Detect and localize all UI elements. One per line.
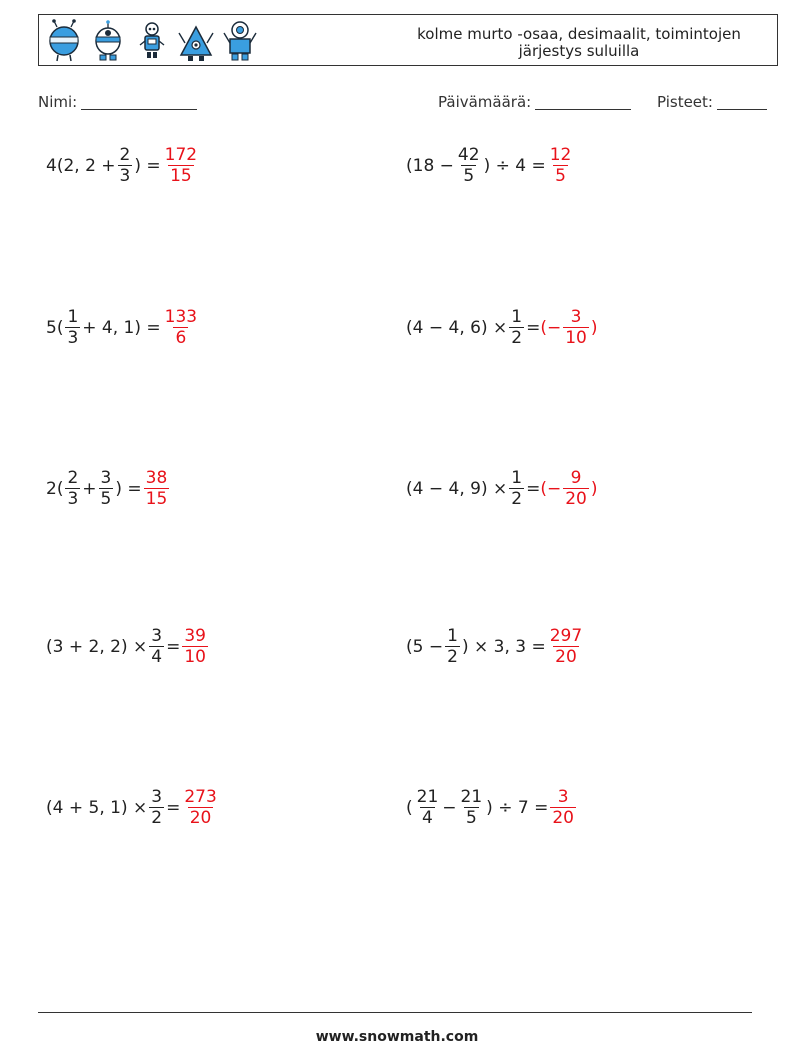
answer-fraction xyxy=(563,469,589,508)
answer-fraction xyxy=(144,469,170,508)
fraction-1-denominator: 3 xyxy=(67,328,79,348)
operator: + xyxy=(82,478,97,499)
expression-lead: (4 + 5, 1) × xyxy=(46,797,148,818)
expression-lead: (3 + 2, 2) × xyxy=(46,636,148,657)
score-line[interactable] xyxy=(717,93,767,110)
answer-fraction-numerator: 297 xyxy=(549,626,583,646)
problem-3 xyxy=(46,308,201,347)
footer-divider xyxy=(38,1012,752,1013)
problem-4 xyxy=(406,308,597,347)
robot-egg-icon xyxy=(89,19,127,63)
fraction-1-numerator: 1 xyxy=(511,468,523,488)
fraction-1-numerator: 42 xyxy=(457,145,480,165)
answer-close: ) xyxy=(590,478,598,499)
fraction-1 xyxy=(415,788,441,827)
answer-fraction-numerator: 38 xyxy=(145,468,168,488)
answer-fraction-denominator: 15 xyxy=(145,489,168,509)
problem-9 xyxy=(46,788,221,827)
answer-fraction xyxy=(548,146,574,185)
answer-fraction-numerator: 12 xyxy=(549,145,572,165)
fraction-1-numerator: 2 xyxy=(119,145,131,165)
fraction-2-denominator: 5 xyxy=(465,808,477,828)
fraction-1-numerator: 3 xyxy=(151,626,163,646)
answer-fraction xyxy=(163,146,199,185)
fraction-1-numerator: 2 xyxy=(67,468,79,488)
robot-icons xyxy=(45,19,259,63)
fraction-1 xyxy=(509,308,524,347)
problem-7 xyxy=(46,627,210,666)
answer-fraction-denominator: 5 xyxy=(555,166,566,186)
name-line[interactable] xyxy=(81,93,197,110)
fraction-1 xyxy=(509,469,524,508)
expression-equals: ) = xyxy=(115,478,142,499)
problem-6 xyxy=(406,469,597,508)
fraction-2 xyxy=(459,788,485,827)
expression-equals: = xyxy=(166,797,181,818)
answer-fraction-denominator: 20 xyxy=(555,647,577,667)
footer-url: www.snowmath.com xyxy=(315,1029,479,1045)
answer-fraction-numerator: 172 xyxy=(164,145,198,165)
answer-fraction-denominator: 15 xyxy=(170,166,192,186)
fraction-1-denominator: 5 xyxy=(463,166,475,186)
expression-equals: = xyxy=(166,636,181,657)
answer-fraction xyxy=(548,627,584,666)
fraction-1-denominator: 2 xyxy=(447,647,458,667)
expression-lead: (4 − 4, 9) × xyxy=(406,478,508,499)
fraction-2-numerator: 3 xyxy=(100,468,112,488)
expression-equals: ) ÷ 7 = xyxy=(486,797,549,818)
fraction-1 xyxy=(118,146,133,185)
date-label: Päivämäärä: xyxy=(438,93,532,111)
problem-8 xyxy=(406,627,586,666)
problem-10 xyxy=(406,788,578,827)
fraction-1-denominator: 2 xyxy=(151,808,163,828)
answer-fraction xyxy=(163,308,199,347)
expression-equals: = xyxy=(526,317,541,338)
answer-fraction-denominator: 10 xyxy=(184,647,206,667)
expression-equals: + 4, 1) = xyxy=(82,317,161,338)
expression-equals: ) × 3, 3 = xyxy=(461,636,546,657)
robot-box-icon xyxy=(221,19,259,63)
operator: − xyxy=(442,797,457,818)
answer-fraction xyxy=(182,788,218,827)
worksheet-header xyxy=(38,14,778,66)
score-label: Pisteet: xyxy=(657,93,713,111)
fraction-1-denominator: 4 xyxy=(422,808,433,828)
expression-equals: = xyxy=(526,478,541,499)
fraction-1-numerator: 1 xyxy=(511,307,523,327)
expression-equals: ) ÷ 4 = xyxy=(483,155,546,176)
answer-fraction-numerator: 39 xyxy=(184,626,206,646)
expression-lead: ( xyxy=(406,797,413,818)
date-field[interactable] xyxy=(438,93,631,111)
expression-lead: (5 − xyxy=(406,636,444,657)
robot-triangle-icon xyxy=(177,19,215,63)
expression-lead: (4 − 4, 6) × xyxy=(406,317,508,338)
expression-lead: 2( xyxy=(46,478,64,499)
fraction-1-numerator: 1 xyxy=(67,307,79,327)
fraction-1 xyxy=(65,308,80,347)
answer-fraction xyxy=(563,308,589,347)
fraction-1-denominator: 4 xyxy=(151,647,163,667)
answer-close: ) xyxy=(590,317,598,338)
score-field[interactable] xyxy=(657,93,767,111)
answer-fraction-numerator: 133 xyxy=(164,307,198,327)
answer-fraction-denominator: 20 xyxy=(189,808,212,828)
worksheet-title: kolme murto -osaa, desimaalit, toimintojen järjestys suluilla xyxy=(417,25,741,60)
fraction-1-denominator: 3 xyxy=(119,166,131,186)
answer-open: (− xyxy=(540,317,562,338)
expression-lead: 4(2, 2 + xyxy=(46,155,116,176)
robot-round-icon xyxy=(45,19,83,63)
answer-fraction-denominator: 10 xyxy=(565,328,587,348)
fraction-1 xyxy=(456,146,482,185)
fraction-1-denominator: 2 xyxy=(511,489,523,509)
fraction-1 xyxy=(149,788,164,827)
robot-small-icon xyxy=(133,19,171,63)
fraction-1-numerator: 3 xyxy=(151,787,163,807)
fraction-1-denominator: 3 xyxy=(67,489,79,509)
fraction-1 xyxy=(149,627,164,666)
expression-equals: ) = xyxy=(134,155,161,176)
answer-fraction-numerator: 3 xyxy=(570,307,582,327)
answer-fraction-numerator: 9 xyxy=(570,468,582,488)
fraction-1 xyxy=(65,469,80,508)
fraction-1 xyxy=(445,627,460,666)
problem-2 xyxy=(406,146,575,185)
answer-fraction-numerator: 3 xyxy=(557,787,569,807)
answer-fraction xyxy=(182,627,208,666)
fraction-1-denominator: 2 xyxy=(511,328,523,348)
answer-fraction-denominator: 20 xyxy=(552,808,574,828)
fraction-2 xyxy=(99,469,114,508)
answer-fraction-denominator: 20 xyxy=(565,489,587,509)
fraction-1-numerator: 1 xyxy=(447,626,458,646)
expression-lead: 5( xyxy=(46,317,64,338)
expression-lead: (18 − xyxy=(406,155,454,176)
answer-open: (− xyxy=(540,478,562,499)
fraction-1-numerator: 21 xyxy=(416,787,439,807)
answer-fraction-denominator: 6 xyxy=(175,328,187,348)
date-line[interactable] xyxy=(535,93,631,110)
answer-fraction-numerator: 273 xyxy=(184,787,217,807)
problem-5 xyxy=(46,469,171,508)
name-label: Nimi: xyxy=(38,93,78,111)
problem-1 xyxy=(46,146,201,185)
fraction-2-numerator: 21 xyxy=(460,787,483,807)
fraction-2-denominator: 5 xyxy=(100,489,112,509)
name-field[interactable] xyxy=(38,93,197,111)
answer-fraction xyxy=(550,788,576,827)
